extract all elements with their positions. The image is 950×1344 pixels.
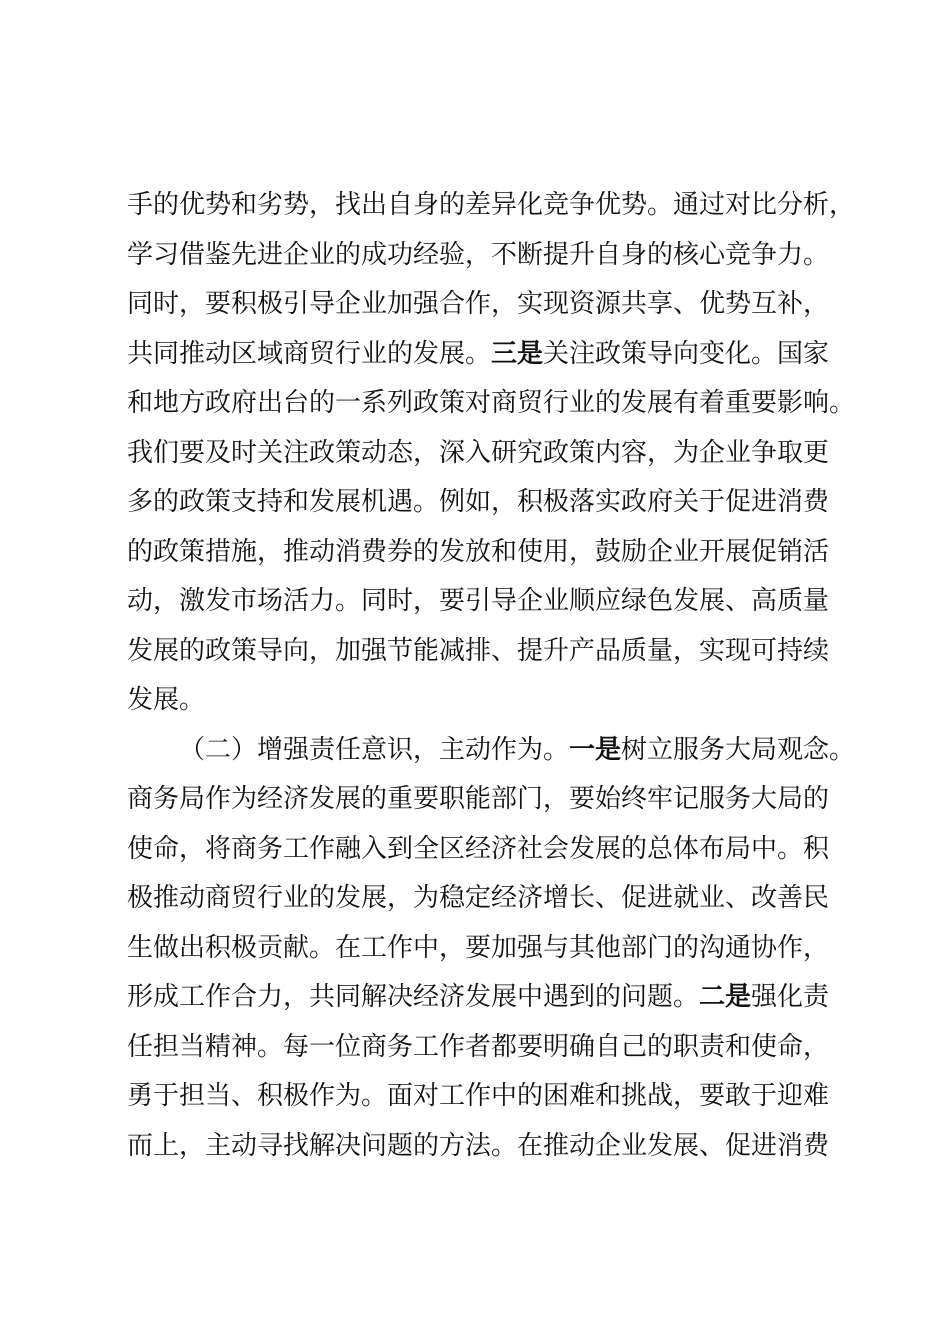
text-line <box>127 429 857 479</box>
text-line <box>127 231 857 281</box>
text-run: 极推动商贸行业的发展，为稳定经济增长、促进就业、改善民 <box>127 883 830 913</box>
text-line <box>127 528 857 578</box>
text-run: 树立服务大局观念。 <box>621 734 856 765</box>
text-run: 动，激发市场活力。同时，要引导企业顺应绿色发展、高质量 <box>127 586 830 616</box>
bold-lead-phrase: 一是 <box>569 734 622 765</box>
text-run: 强化责 <box>751 982 830 1012</box>
text-line <box>127 627 857 677</box>
text-line <box>127 478 857 528</box>
text-line <box>127 577 857 627</box>
bold-lead-phrase: 三是 <box>491 338 544 369</box>
text-line <box>127 676 857 726</box>
text-run: 发展的政策导向，加强节能减排、提升产品质量，实现可持续 <box>127 635 830 666</box>
text-run: 学习借鉴先进企业的成功经验，不断提升自身的核心竞争力。 <box>127 239 830 270</box>
text-line <box>127 973 857 1023</box>
text-run: 商务局作为经济发展的重要职能部门，要始终牢记服务大局的 <box>127 784 830 814</box>
document-body <box>127 181 857 1171</box>
text-line <box>127 924 857 974</box>
text-run: 的政策措施，推动消费券的发放和使用，鼓励企业开展促销活 <box>127 536 830 567</box>
text-line <box>127 825 857 875</box>
text-line <box>127 726 857 776</box>
text-run: 手的优势和劣势，找出自身的差异化竞争优势。通过对比分析， <box>127 190 856 220</box>
text-run: 共同推动区域商贸行业的发展。 <box>127 338 492 369</box>
text-run: 关注政策导向变化。国家 <box>543 338 830 369</box>
text-run: 形成工作合力，共同解决经济发展中遇到的问题。 <box>127 982 700 1012</box>
text-run: 和地方政府出台的一系列政策对商贸行业的发展有着重要影响。 <box>127 388 856 418</box>
text-run: 勇于担当、积极作为。面对工作中的困难和挑战，要敢于迎难 <box>127 1081 830 1111</box>
text-run: 多的政策支持和发展机遇。例如，积极落实政府关于促进消费 <box>127 487 830 517</box>
text-run: 使命，将商务工作融入到全区经济社会发展的总体布局中。积 <box>127 833 830 864</box>
paragraph-1 <box>127 181 857 726</box>
text-line <box>127 1122 857 1172</box>
text-run: 同时，要积极引导企业加强合作，实现资源共享、优势互补， <box>127 289 830 319</box>
text-run: 任担当精神。每一位商务工作者都要明确自己的职责和使命， <box>127 1031 830 1062</box>
text-line <box>127 1023 857 1073</box>
text-line <box>127 181 857 231</box>
text-run: 发展。 <box>127 685 206 715</box>
text-line <box>127 280 857 330</box>
bold-lead-phrase: 二是 <box>699 982 752 1012</box>
text-run: （二）增强责任意识，主动作为。 <box>179 734 570 765</box>
paragraph-2 <box>127 726 857 1172</box>
text-line <box>127 379 857 429</box>
text-line <box>127 874 857 924</box>
text-line <box>127 775 857 825</box>
text-run: 我们要及时关注政策动态，深入研究政策内容，为企业争取更 <box>127 437 830 468</box>
text-run: 而上，主动寻找解决问题的方法。在推动企业发展、促进消费 <box>127 1130 830 1161</box>
text-line <box>127 1072 857 1122</box>
text-line <box>127 330 857 380</box>
text-run: 生做出积极贡献。在工作中，要加强与其他部门的沟通协作， <box>127 932 830 963</box>
